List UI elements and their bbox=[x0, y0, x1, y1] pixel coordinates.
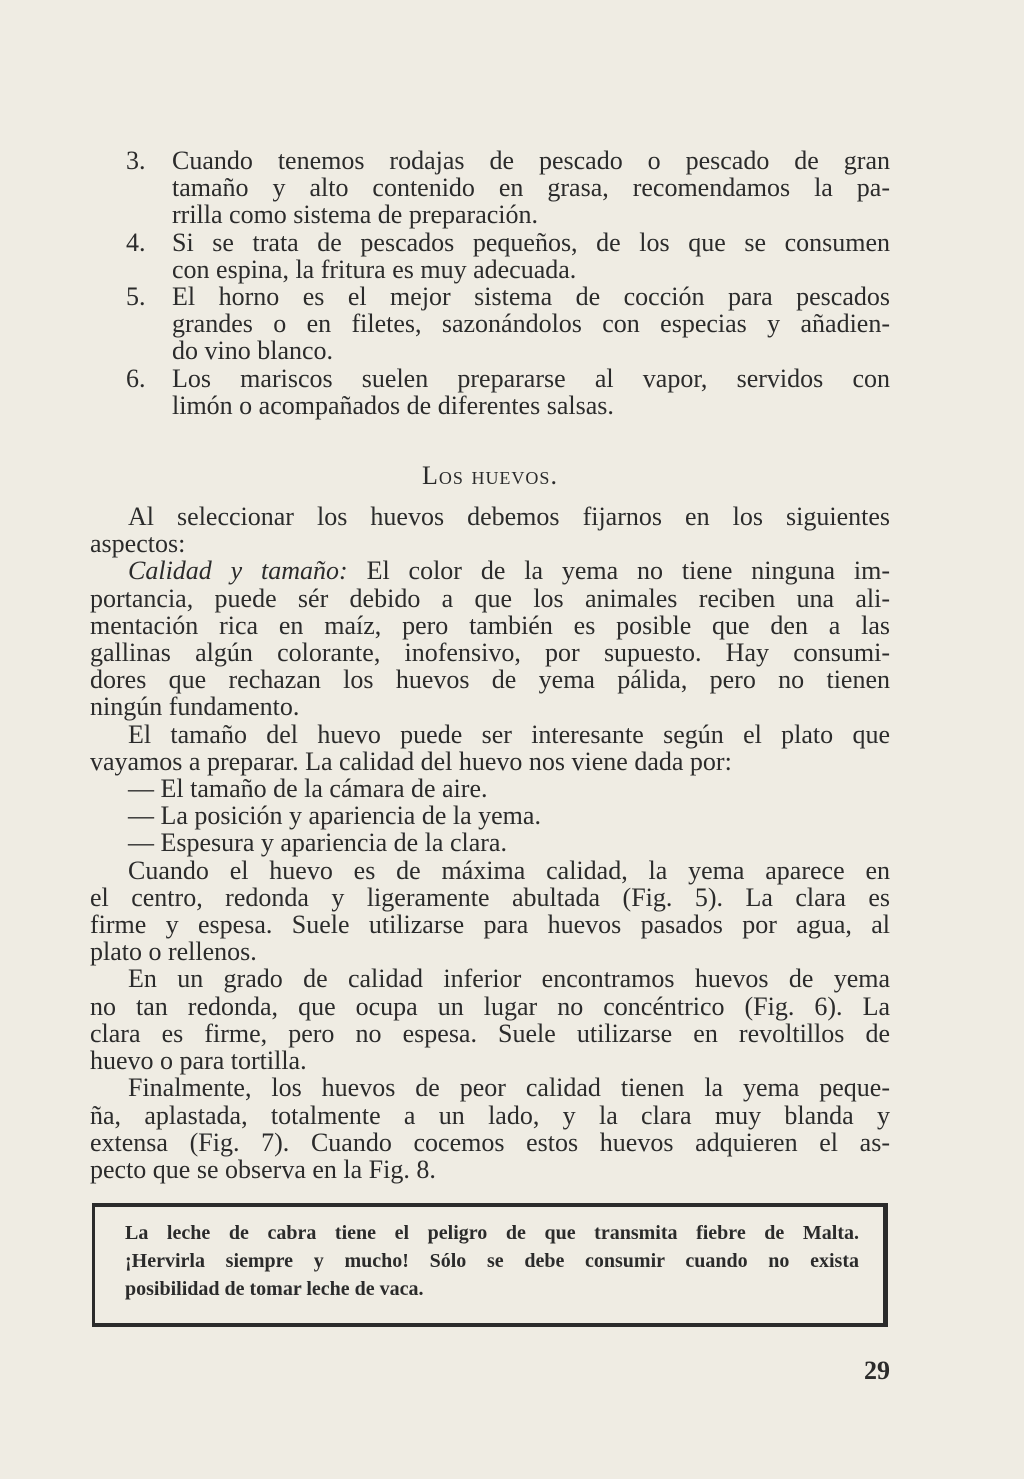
text-line: Los mariscos suelen prepararse al vapor, servidos con bbox=[172, 363, 890, 393]
text-line: huevo o para tortilla. bbox=[90, 1046, 307, 1076]
page-content bbox=[90, 147, 890, 1183]
maxima-paragraph bbox=[90, 857, 890, 966]
text-line: extensa (Fig. 7). Cuando cocemos estos huevos adquieren el as- bbox=[90, 1127, 890, 1157]
list-number: 4. bbox=[126, 227, 146, 257]
text-line: grandes o en filetes, sazonándolos con especias y añadien- bbox=[172, 309, 890, 339]
text-line: En un grado de calidad inferior encontramos huevos de yema bbox=[128, 964, 890, 994]
dash-list bbox=[90, 775, 890, 857]
calidad-paragraph bbox=[90, 557, 890, 720]
text-line: plato o rellenos. bbox=[90, 937, 257, 967]
peor-paragraph bbox=[90, 1074, 890, 1183]
text-line: portancia, puede sér debido a que los animales reciben una ali- bbox=[90, 583, 890, 613]
text-line: El horno es el mejor sistema de cocción para pescados bbox=[172, 282, 890, 312]
text-line: tamaño y alto contenido en grasa, recomendamos la pa- bbox=[172, 173, 890, 203]
section-heading: Los huevos. bbox=[422, 461, 558, 491]
list-number: 3. bbox=[126, 146, 146, 175]
text-line: con espina, la fritura es muy adecuada. bbox=[172, 254, 577, 284]
list-item bbox=[90, 229, 890, 283]
calidad-label: Calidad y tamaño: bbox=[128, 556, 348, 586]
dash-item: — El tamaño de la cámara de aire. bbox=[128, 774, 488, 804]
text-line: no tan redonda, que ocupa un lugar no concéntrico (Fig. 6). La bbox=[90, 991, 890, 1021]
list-item bbox=[90, 365, 890, 419]
text-line: firme y espesa. Suele utilizarse para huevos pasados por agua, al bbox=[90, 910, 890, 940]
list-number: 6. bbox=[126, 363, 146, 393]
text-line: Finalmente, los huevos de peor calidad tienen la yema peque- bbox=[128, 1073, 890, 1103]
text-line: rrilla como sistema de preparación. bbox=[172, 200, 539, 230]
tamano-paragraph bbox=[90, 721, 890, 775]
dash-item: — La posición y apariencia de la yema. bbox=[128, 801, 541, 831]
intro-paragraph bbox=[90, 503, 890, 557]
text-line bbox=[90, 557, 890, 584]
list-number: 5. bbox=[126, 282, 146, 312]
text-line: do vino blanco. bbox=[172, 336, 334, 366]
text-line: ningún fundamento. bbox=[90, 692, 300, 722]
text-line: limón o acompañados de diferentes salsas. bbox=[172, 390, 614, 420]
text-line: gallinas algún colorante, inofensivo, por supuesto. Hay consumi- bbox=[90, 638, 890, 668]
page-number: 29 bbox=[864, 1356, 890, 1385]
dash-item: — Espesura y apariencia de la clara. bbox=[128, 828, 507, 858]
text-line: vayamos a preparar. La calidad del huevo nos viene dada por: bbox=[90, 746, 732, 776]
numbered-list bbox=[90, 147, 890, 419]
text-line: El tamaño del huevo puede ser interesante según el plato que bbox=[128, 719, 890, 749]
text-line: ña, aplastada, totalmente a un lado, y la clara muy blanda y bbox=[90, 1100, 890, 1130]
calidad-first-line: El color de la yema no tiene ninguna im- bbox=[347, 556, 890, 586]
text-line: pecto que se observa en la Fig. 8. bbox=[90, 1154, 436, 1184]
warning-line: ¡Hervirla siempre y mucho! Sólo se debe consumir cuando no exista bbox=[125, 1250, 859, 1272]
text-line: clara es firme, pero no espesa. Suele utilizarse en revoltillos de bbox=[90, 1018, 890, 1048]
text-line: Cuando tenemos rodajas de pescado o pescado de gran bbox=[172, 146, 890, 175]
list-item bbox=[90, 147, 890, 229]
inferior-paragraph bbox=[90, 965, 890, 1074]
warning-box bbox=[92, 1203, 888, 1327]
text-line: Cuando el huevo es de máxima calidad, la yema aparece en bbox=[128, 855, 890, 885]
warning-line: posibilidad de tomar leche de vaca. bbox=[125, 1278, 424, 1300]
text-line: Si se trata de pescados pequeños, de los que se consumen bbox=[172, 227, 890, 257]
text-line: el centro, redonda y ligeramente abultada (Fig. 5). La clara es bbox=[90, 882, 890, 912]
text-line: Al seleccionar los huevos debemos fijarnos en los siguientes bbox=[128, 502, 890, 532]
warning-line: La leche de cabra tiene el peligro de que transmita fiebre de Malta. bbox=[125, 1222, 859, 1244]
list-item bbox=[90, 283, 890, 365]
text-line: mentación rica en maíz, pero también es posible que den a las bbox=[90, 610, 890, 640]
text-line: dores que rechazan los huevos de yema pálida, pero no tienen bbox=[90, 665, 890, 695]
text-line: aspectos: bbox=[90, 529, 186, 559]
